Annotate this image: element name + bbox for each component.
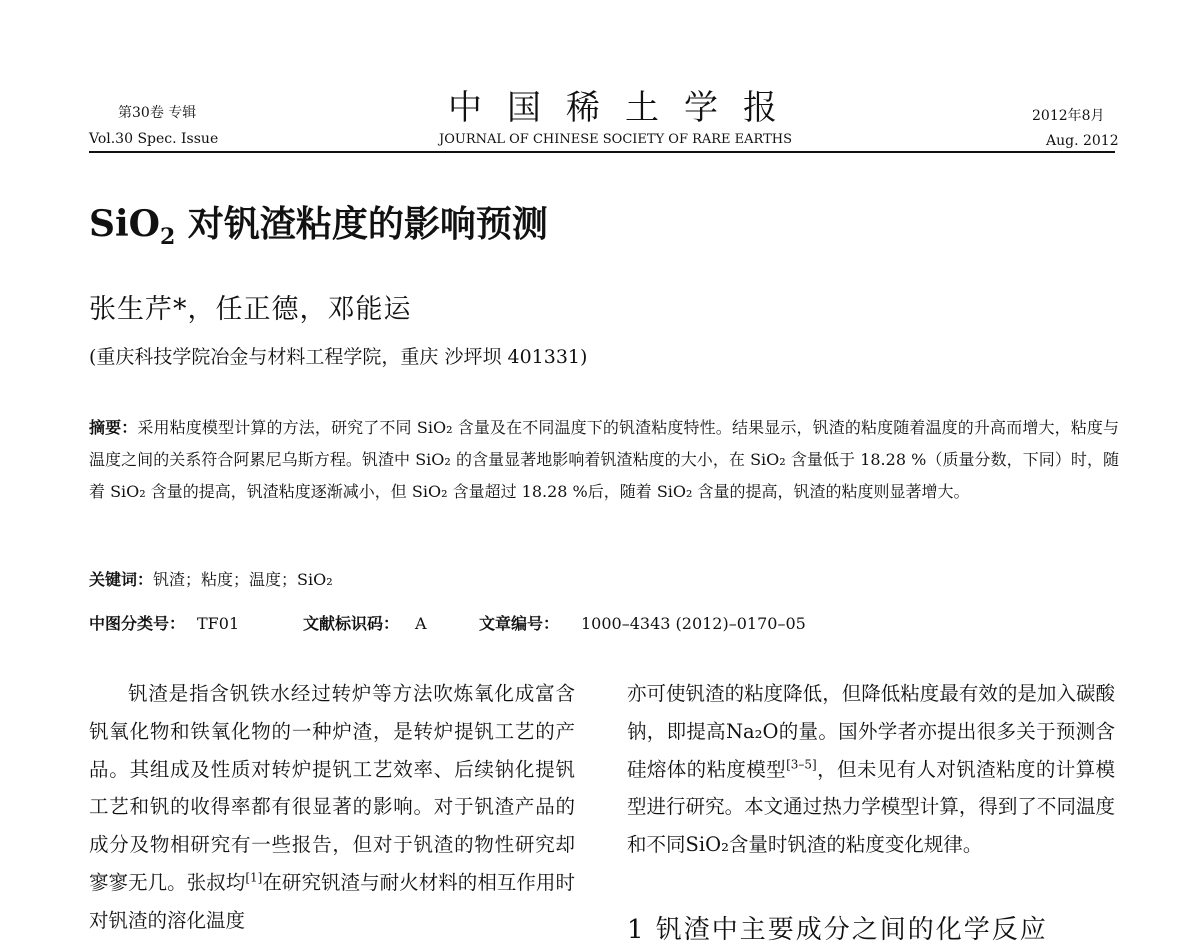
volume-en: Vol.30 Spec. Issue bbox=[89, 131, 219, 147]
article-no-label: 文章编号： bbox=[479, 614, 560, 633]
clc-label: 中图分类号： bbox=[89, 614, 186, 633]
paragraph bbox=[627, 675, 1115, 864]
abstract bbox=[89, 412, 1119, 508]
keywords-text: 钒渣；粘度；温度；SiO₂ bbox=[153, 570, 333, 589]
paragraph-text: 钒渣是指含钒铁水经过转炉等方法吹炼氧化成富含钒氧化物和铁氧化物的一种炉渣，是转炉提钒工艺的产品。其组成及性质对转炉提钒工艺效率、后续钠化提钒工艺和钒的收得率都有很显著的影响。对于钒渣产品的成分及物相研究有一些报告，但对于钒渣的物性研究却寥寥无几。张叔均 bbox=[89, 682, 575, 894]
abstract-text: 采用粘度模型计算的方法，研究了不同 SiO₂ 含量及在不同温度下的钒渣粘度特性。结果显示，钒渣的粘度随着温度的升高而增大，粘度与温度之间的关系符合阿累尼乌斯方程。钒渣中 SiO₂ 的含量显著地影响着钒渣粘度的大小，在 SiO₂ 含量低于 18.28 %（质量分数，下同）时，随着 SiO₂ 含量的提高，钒渣粘度逐渐减小，但 SiO₂ 含量超过 18.28 %后，随着 SiO₂ 含量的提高，钒渣的粘度则显著增大。 bbox=[89, 418, 1119, 501]
journal-title-cn: 中国稀土学报 bbox=[448, 88, 802, 128]
article-no-value: 1000–4343 (2012)–0170–05 bbox=[581, 614, 806, 633]
keywords bbox=[89, 568, 333, 592]
authors: 张生芹*，任正德，邓能运 bbox=[89, 294, 412, 325]
doc-code-label: 文献标识码： bbox=[303, 614, 400, 633]
body-column-left bbox=[89, 675, 575, 940]
journal-title-en: JOURNAL OF CHINESE SOCIETY OF RARE EARTHS bbox=[439, 132, 793, 147]
date-en: Aug. 2012 bbox=[1046, 133, 1119, 149]
affiliation: (重庆科技学院冶金与材料工程学院，重庆 沙坪坝 401331) bbox=[89, 346, 588, 368]
title-sub: 2 bbox=[160, 224, 176, 251]
section-heading: 1 钒渣中主要成分之间的化学反应 bbox=[627, 915, 1048, 945]
date-cn: 2012年8月 bbox=[1032, 108, 1105, 124]
paper-title bbox=[89, 200, 548, 261]
body-column-right bbox=[627, 675, 1115, 864]
title-post: 对钒渣粘度的影响预测 bbox=[175, 203, 548, 245]
citation: [1] bbox=[245, 870, 263, 885]
title-pre: SiO bbox=[89, 203, 161, 245]
header-rule bbox=[89, 151, 1115, 153]
volume-cn: 第30卷 专辑 bbox=[118, 105, 197, 121]
paragraph-text-cont: ，但未见有人对钒渣粘度的计算模型进行研究。本文通过热力学模型计算，得到了不同温度和不同SiO₂含量时钒渣的粘度变化规律。 bbox=[627, 757, 1115, 857]
clc-value: TF01 bbox=[197, 614, 240, 633]
citation: [3–5] bbox=[786, 757, 817, 772]
doc-code-value: A bbox=[415, 614, 427, 633]
paragraph bbox=[89, 675, 575, 940]
abstract-label: 摘要： bbox=[89, 418, 138, 437]
keywords-label: 关键词： bbox=[89, 570, 154, 589]
paragraph-text-cont: 在研究钒渣与耐火材料的相互作用时对钒渣的溶化温度 bbox=[89, 870, 575, 932]
paragraph-text: 亦可使钒渣的粘度降低，但降低粘度最有效的是加入碳酸钠，即提高Na₂O的量。国外学者亦提出很多关于预测含硅熔体的粘度模型 bbox=[627, 682, 1115, 781]
